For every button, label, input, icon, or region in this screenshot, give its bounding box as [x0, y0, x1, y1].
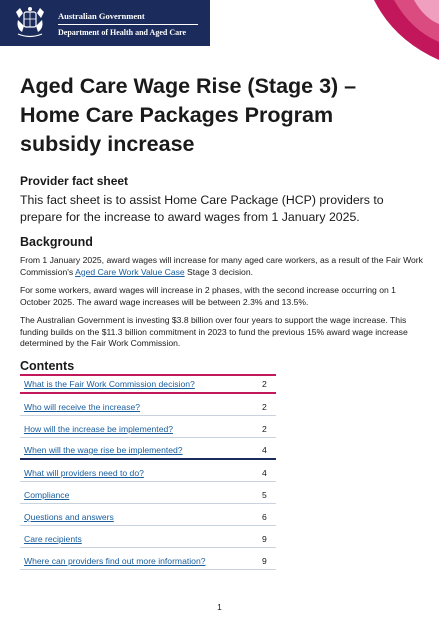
government-header [0, 0, 210, 46]
contents-heading: Contents [20, 359, 75, 373]
p1-text-end: Stage 3 decision. [184, 266, 253, 277]
toc-page-number: 5 [262, 490, 267, 500]
subtitle: Provider fact sheet [20, 174, 129, 188]
toc-page-number: 4 [262, 445, 267, 455]
page-number: 1 [217, 602, 222, 612]
toc-link[interactable]: Compliance [24, 490, 70, 500]
p1-text: From 1 January 2025, award wages will increase for many aged care workers, as a result of the Fair Work Commission's [20, 255, 423, 277]
toc-page-number: 2 [262, 379, 267, 389]
toc-page-number: 4 [262, 468, 267, 478]
table-of-contents [20, 374, 276, 570]
toc-row[interactable] [20, 460, 276, 482]
intro-text: This fact sheet is to assist Home Care Package (HCP) providers to prepare for the increase to award wages from 1 January 2025. [20, 193, 384, 224]
toc-link[interactable]: What is the Fair Work Commission decision? [24, 379, 195, 389]
toc-link[interactable]: Questions and answers [24, 512, 114, 522]
toc-link[interactable]: Who will receive the increase? [24, 402, 141, 412]
toc-page-number: 2 [262, 402, 267, 412]
header-divider [58, 24, 198, 25]
government-name: Australian Government [58, 11, 145, 21]
coat-of-arms-icon [10, 6, 50, 40]
toc-row[interactable] [20, 394, 276, 416]
toc-row[interactable] [20, 548, 276, 570]
background-paragraph-2: For some workers, award wages will increase in 2 phases, with the second increase occurring on 1 October 2025. The award wage increases will be between 2.3% and 13.5%. [20, 285, 396, 307]
background-heading: Background [20, 235, 93, 249]
toc-link[interactable]: How will the increase be implemented? [24, 424, 174, 434]
toc-link[interactable]: Care recipients [24, 534, 82, 544]
work-value-case-link[interactable]: Aged Care Work Value Case [75, 266, 185, 277]
toc-row[interactable] [20, 438, 276, 460]
page-title: Aged Care Wage Rise (Stage 3) – Home Care Packages Program subsidy increase [20, 74, 357, 156]
toc-page-number: 9 [262, 556, 267, 566]
toc-row[interactable] [20, 526, 276, 548]
background-paragraph-1 [20, 255, 424, 278]
toc-page-number: 2 [262, 424, 267, 434]
background-paragraph-3: The Australian Government is investing $3.8 billion over four years to support the wage increase. This funding builds on the $11.3 billion commitment in 2023 to fund the previous 15% award wage increase determined by the Fair Work Commission. [20, 315, 408, 349]
toc-row[interactable] [20, 504, 276, 526]
toc-row[interactable] [20, 416, 276, 438]
toc-row[interactable] [20, 374, 276, 394]
toc-page-number: 9 [262, 534, 267, 544]
toc-page-number: 6 [262, 512, 267, 522]
toc-link[interactable]: Where can providers find out more information? [24, 556, 206, 566]
toc-link[interactable]: What will providers need to do? [24, 468, 144, 478]
toc-link[interactable]: When will the wage rise be implemented? [24, 445, 183, 455]
toc-row[interactable] [20, 482, 276, 504]
department-name: Department of Health and Aged Care [58, 28, 187, 37]
